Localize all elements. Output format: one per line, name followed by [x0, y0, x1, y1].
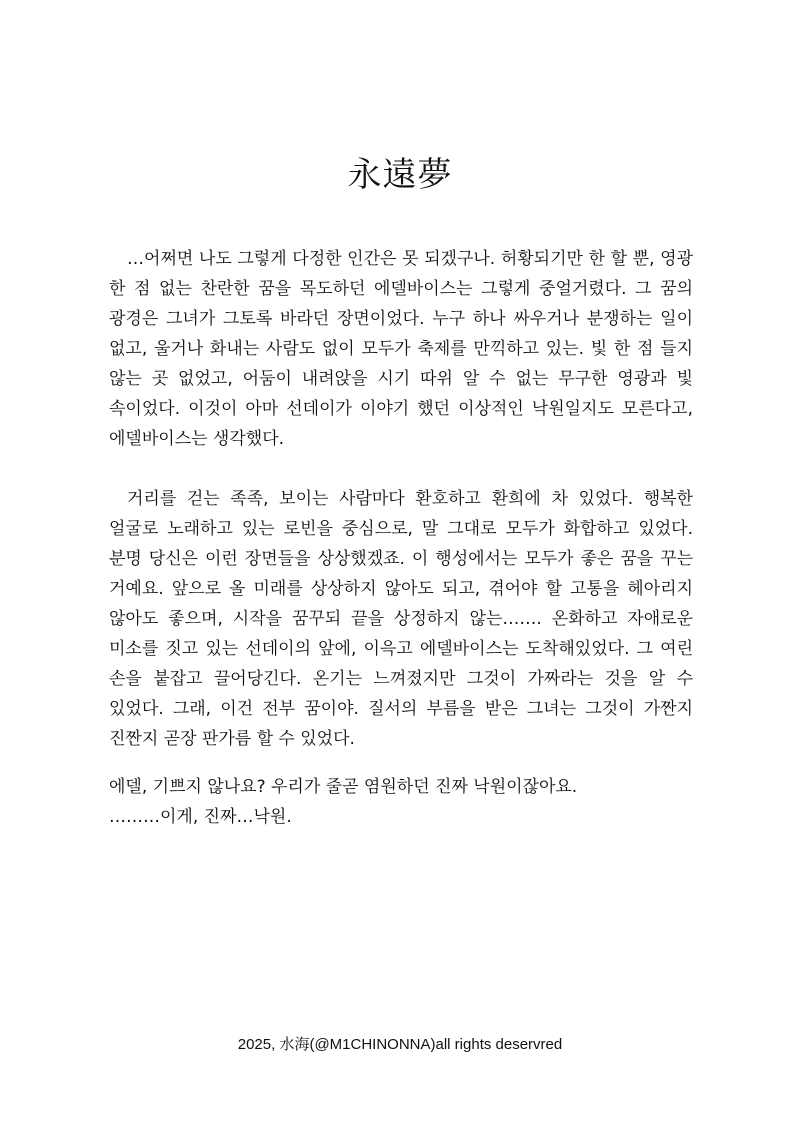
paragraph-1: …어쩌면 나도 그렇게 다정한 인간은 못 되겠구나. 허황되기만 한 할 뿐, 영광 한 점 없는 찬란한 꿈을 목도하던 에델바이스는 그렇게 중얼거렸다. 그 꿈의 광경은 그녀가 그토록 바라던 장면이었다. 누구 하나 싸우거나 분쟁하는 일이 없고, 울거나 화내는 사람도 없이 모두가 축제를 만끽하고 있는. 빛 한 점 들지 않는 곳 없었고, 어둠이 내려앉을 시기 따위 알 수 없는 무구한 영광과 빛 속이었다. 이것이 아마 선데이가 이야기 했던 이상적인 낙원일지도 모른다고, 에델바이스는 생각했다. — [109, 249, 693, 449]
dialogue-line-2: ………이게, 진짜…낙원. — [109, 807, 292, 827]
story-body — [109, 244, 693, 832]
dialogue-block — [109, 772, 693, 832]
paragraph-2: 거리를 걷는 족족, 보이는 사람마다 환호하고 환희에 차 있었다. 행복한 얼굴로 노래하고 있는 로빈을 중심으로, 말 그대로 모두가 화합하고 있었다. 분명 당신은 이런 장면들을 상상했겠죠. 이 행성에서는 모두가 좋은 꿈을 꾸는 거예요. 앞으로 올 미래를 상상하지 않아도 되고, 겪어야 할 고통을 헤아리지 않아도 좋으며, 시작을 꿈꾸되 끝을 상정하지 않는……. 온화하고 자애로운 미소를 짓고 있는 선데이의 앞에, 이윽고 에델바이스는 도착해있었다. 그 여린 손을 붙잡고 끌어당긴다. 온기는 느껴졌지만 그것이 가짜라는 것을 알 수 있었다. 그래, 이건 전부 꿈이야. 질서의 부름을 받은 그녀는 그것이 가짠지 진짠지 곧장 판가름 할 수 있었다. — [109, 489, 693, 749]
document-title: 永遠夢 — [347, 154, 453, 195]
copyright-footer: 2025, 水海(@M1CHINONNA)all rights deservred — [237, 1036, 563, 1053]
dialogue-line-1: 에델, 기쁘지 않나요? 우리가 줄곧 염원하던 진짜 낙원이잖아요. — [109, 777, 578, 797]
